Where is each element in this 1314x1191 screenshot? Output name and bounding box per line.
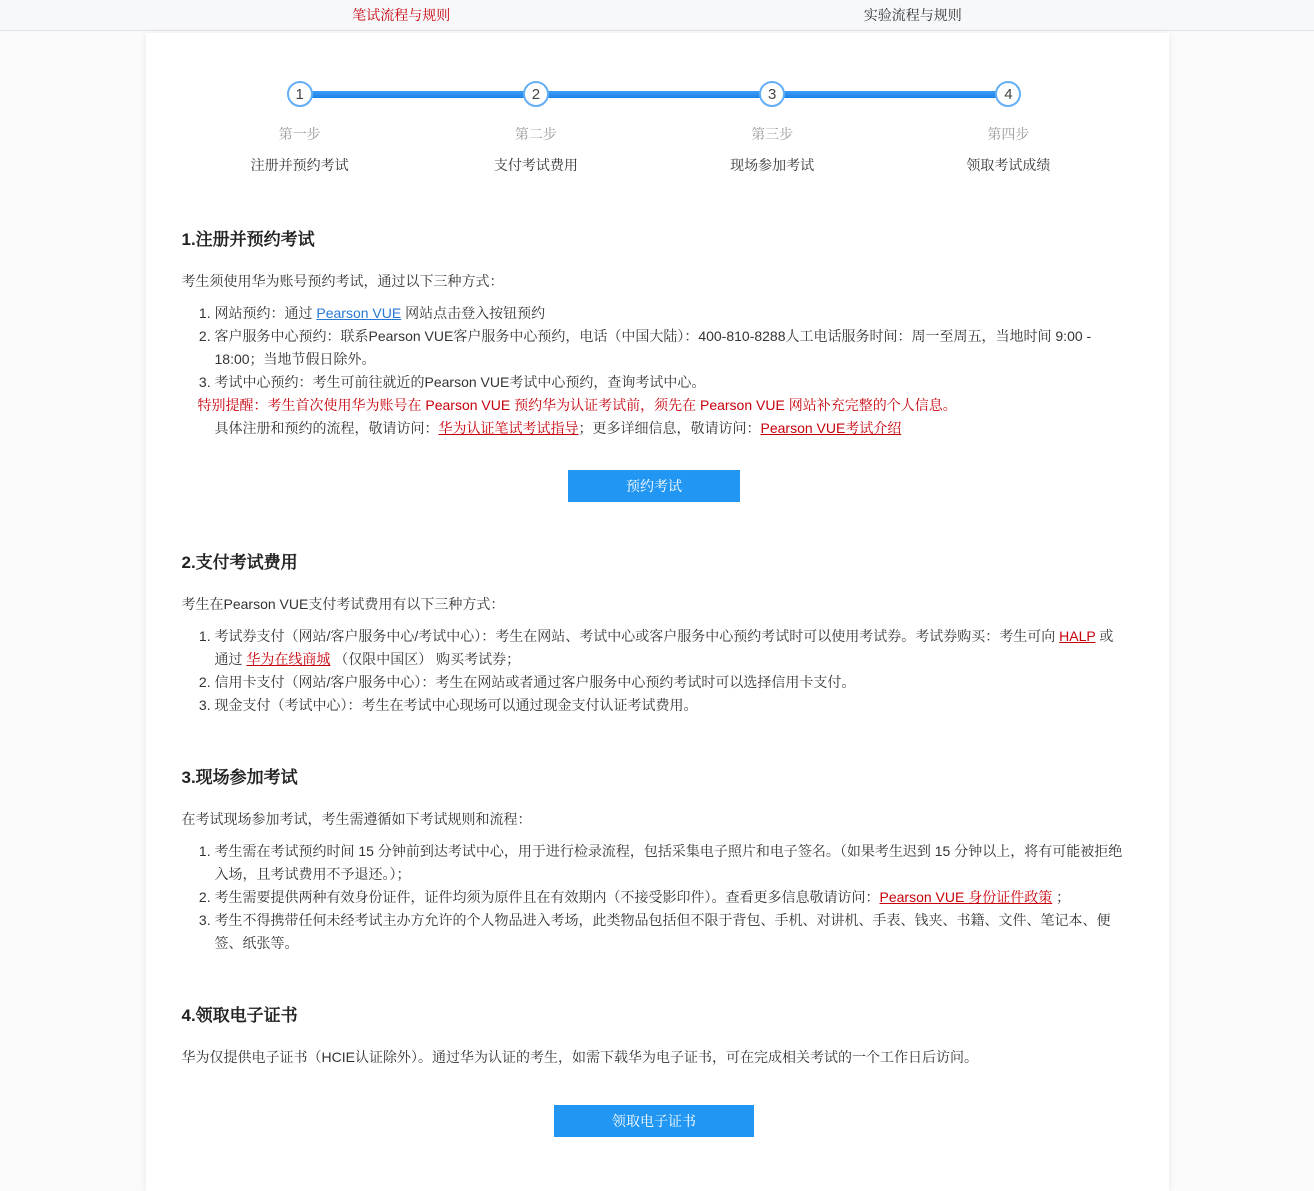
halp-link[interactable]: HALP — [1059, 628, 1096, 644]
list-item — [215, 886, 1127, 909]
section-1-links-line — [215, 417, 1127, 440]
step-4-label: 第四步 — [987, 126, 1030, 142]
section-4-heading: 4.领取电子证书 — [181, 1006, 298, 1025]
list-item: 1. 考生需在考试预约时间 15 分钟前到达考试中心，用于进行检录流程，包括采集电子照片和电子签名。（如果考生迟到 15 分钟以上，将有可能被拒绝入场，且考试费用不予退还。）； — [215, 840, 1127, 886]
step-3-label: 第三步 — [751, 126, 794, 142]
stepper-step-2 — [418, 81, 654, 175]
get-ecert-button[interactable]: 领取电子证书 — [554, 1105, 754, 1137]
stepper-step-4 — [890, 81, 1126, 175]
step-2-label: 第二步 — [514, 126, 557, 142]
step-2-circle: 2 — [523, 81, 549, 107]
step-2-name: 支付考试费用 — [493, 157, 578, 173]
step-3-circle: 3 — [759, 81, 785, 107]
section-3-heading: 3.现场参加考试 — [181, 768, 298, 787]
huawei-online-store-link[interactable]: 华为在线商城 — [246, 651, 331, 667]
section-3-list — [182, 840, 1127, 955]
list-item: 3. 现金支付（考试中心）：考生在考试中心现场可以通过现金支付认证考试费用。 — [215, 694, 1127, 717]
tab-lab-exam-rules[interactable]: 实验流程与规则 — [863, 7, 962, 23]
list-item — [215, 625, 1127, 671]
item-text: （仅限中国区） 购买考试券； — [330, 651, 521, 667]
written-exam-guide-link[interactable]: 华为认证笔试考试指导 — [438, 420, 579, 436]
item-text: ； — [1052, 889, 1071, 905]
exam-process-stepper — [182, 81, 1127, 175]
item-text: 或通过 — [214, 628, 1114, 667]
list-item: 2. 信用卡支付（网站/客户服务中心）：考生在网站或者通过客户服务中心预约考试时可以选择信用卡支付。 — [215, 671, 1127, 694]
list-item: 3. 考生不得携带任何未经考试主办方允许的个人物品进入考场，此类物品包括但不限于背包、手机、对讲机、手表、钱夹、书籍、文件、笔记本、便签、纸张等。 — [215, 909, 1127, 955]
list-item: 3. 考试中心预约：考生可前往就近的Pearson VUE考试中心预约，查询考试中心。 — [215, 371, 1127, 394]
item-text: 考试券支付（网站/客户服务中心/考试中心）：考生在网站、考试中心或客户服务中心预约考试时可以使用考试券。考试券购买：考生可向 — [214, 628, 1060, 644]
list-item: 2. 客户服务中心预约：联系Pearson VUE客户服务中心预约，电话（中国大陆）：400-810-8288人工电话服务时间：周一至周五，当地时间 9:00 - 18:00；当地节假日除外。 — [215, 325, 1127, 371]
item-text: 考生需要提供两种有效身份证件，证件均须为原件且在有效期内（不接受影印件）。查看更多信息敬请访问： — [214, 889, 880, 905]
step-1-name: 注册并预约考试 — [250, 157, 349, 173]
step-4-circle: 4 — [995, 81, 1021, 107]
id-policy-link[interactable]: Pearson VUE 身份证件政策 — [879, 889, 1053, 905]
pearson-vue-exam-intro-link[interactable]: Pearson VUE考试介绍 — [760, 420, 902, 436]
section-2-list — [182, 625, 1127, 717]
step-4-name: 领取考试成绩 — [966, 157, 1051, 173]
section-3-intro: 在考试现场参加考试，考生需遵循如下考试规则和流程： — [181, 811, 532, 827]
stepper-step-1 — [182, 81, 418, 175]
content-card — [146, 33, 1169, 1191]
stepper-step-3 — [654, 81, 890, 175]
item-text: 网站点击登入按钮预约 — [401, 305, 546, 321]
section-2-heading: 2.支付考试费用 — [181, 553, 298, 572]
step-1-label: 第一步 — [278, 126, 321, 142]
section-1-heading: 1.注册并预约考试 — [181, 230, 315, 249]
section-1-intro: 考生须使用华为账号预约考试，通过以下三种方式： — [181, 273, 504, 289]
links-line-text: ；更多详细信息，敬请访问： — [578, 420, 761, 436]
section-1-list — [182, 302, 1127, 394]
step-1-circle: 1 — [287, 81, 313, 107]
section-2-intro: 考生在Pearson VUE支付考试费用有以下三种方式： — [181, 596, 505, 612]
book-exam-button[interactable]: 预约考试 — [568, 470, 740, 502]
special-reminder-text: 特别提醒：考生首次使用华为账号在 Pearson VUE 预约华为认证考试前，须先在 Pearson VUE 网站补充完整的个人信息。 — [197, 397, 957, 413]
step-3-name: 现场参加考试 — [730, 157, 815, 173]
pearson-vue-link[interactable]: Pearson VUE — [316, 305, 402, 321]
item-text: 网站预约：通过 — [214, 305, 317, 321]
top-tab-bar — [0, 0, 1314, 31]
list-item — [215, 302, 1127, 325]
links-line-text: 具体注册和预约的流程，敬请访问： — [214, 420, 439, 436]
tab-written-exam-rules[interactable]: 笔试流程与规则 — [352, 7, 451, 23]
section-4-intro: 华为仅提供电子证书（HCIE认证除外）。通过华为认证的考生，如需下载华为电子证书，可在完成相关考试的一个工作日后访问。 — [181, 1049, 978, 1065]
